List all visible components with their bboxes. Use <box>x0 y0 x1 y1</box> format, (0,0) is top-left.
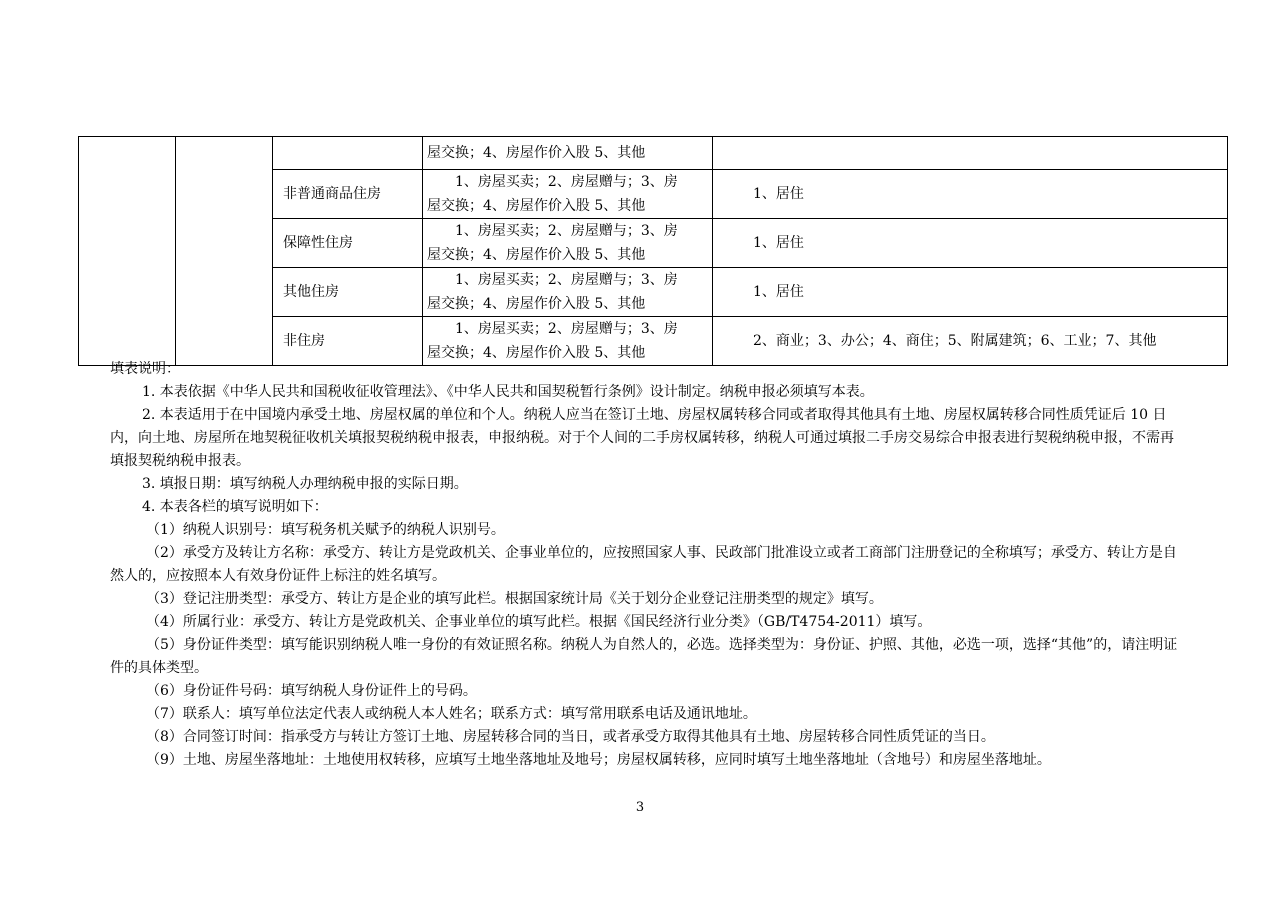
transfer-method-line: 屋交换；4、房屋作价入股 5、其他 <box>427 296 646 312</box>
transfer-method-cell <box>423 219 713 268</box>
blank-cell-a <box>79 137 176 366</box>
table-row <box>79 137 1228 170</box>
usage-cell: 2、商业；3、办公；4、商住；5、附属建筑；6、工业；7、其他 <box>713 317 1228 366</box>
instructions-heading: 填表说明： <box>110 361 180 377</box>
transfer-method-line: 屋交换；4、房屋作价入股 5、其他 <box>427 145 646 161</box>
transfer-method-cell <box>423 170 713 219</box>
blank-cell-b <box>176 137 273 366</box>
instruction-item: 2. 本表适用于在中国境内承受土地、房屋权属的单位和个人。纳税人应当在签订土地、房屋权属转移合同或者取得其他具有土地、房屋权属转移合同性质凭证后 10 日内，向土地、房屋所在地契税征收机关填报契税纳税申报表，申报纳税。对于个人间的二手房权属转移，纳税人可通过填报二手房交易综合申报表进行契税纳税申报，不需再填报契税纳税申报表。 <box>110 407 1174 469</box>
instruction-subitem: （6）身份证件号码：填写纳税人身份证件上的号码。 <box>146 683 477 699</box>
house-type-cell: 非住房 <box>273 317 423 366</box>
instruction-item: 3. 填报日期：填写纳税人办理纳税申报的实际日期。 <box>142 476 468 492</box>
instruction-subitem: （7）联系人：填写单位法定代表人或纳税人本人姓名；联系方式：填写常用联系电话及通讯地址。 <box>146 706 757 722</box>
transfer-method-line: 1、房屋买卖；2、房屋赠与；3、房 <box>455 174 678 190</box>
transfer-method-line: 屋交换；4、房屋作价入股 5、其他 <box>427 198 646 214</box>
declaration-table <box>78 136 1228 366</box>
instruction-subitem: （8）合同签订时间：指承受方与转让方签订土地、房屋转移合同的当日，或者承受方取得其他具有土地、房屋转移合同性质凭证的当日。 <box>146 729 995 745</box>
instruction-subitem: （5）身份证件类型：填写能识别纳税人唯一身份的有效证照名称。纳税人为自然人的，必选。选择类型为：身份证、护照、其他，必选一项，选择“其他”的，请注明证件的具体类型。 <box>110 637 1178 676</box>
house-type-cell: 非普通商品住房 <box>273 170 423 219</box>
usage-cell: 1、居住 <box>713 268 1228 317</box>
house-type-cell: 保障性住房 <box>273 219 423 268</box>
transfer-method-line: 屋交换；4、房屋作价入股 5、其他 <box>427 247 646 263</box>
instruction-subitem: （3）登记注册类型：承受方、转让方是企业的填写此栏。根据国家统计局《关于划分企业登记注册类型的规定》填写。 <box>146 591 883 607</box>
instruction-subitem: （1）纳税人识别号：填写税务机关赋予的纳税人识别号。 <box>146 522 505 538</box>
usage-cell: 1、居住 <box>713 219 1228 268</box>
transfer-method-line: 1、房屋买卖；2、房屋赠与；3、房 <box>455 272 678 288</box>
transfer-method-cell <box>423 268 713 317</box>
filling-instructions <box>110 358 1180 772</box>
house-type-cell <box>273 137 423 170</box>
instruction-subitem: （9）土地、房屋坐落地址：土地使用权转移，应填写土地坐落地址及地号；房屋权属转移，应同时填写土地坐落地址（含地号）和房屋坐落地址。 <box>146 752 1051 768</box>
usage-cell: 1、居住 <box>713 170 1228 219</box>
page-number: 3 <box>635 800 645 815</box>
instruction-subitem: （4）所属行业：承受方、转让方是党政机关、企事业单位的填写此栏。根据《国民经济行业分类》（GB/T4754-2011）填写。 <box>146 614 932 630</box>
instruction-item: 1. 本表依据《中华人民共和国税收征收管理法》、《中华人民共和国契税暂行条例》设计制定。纳税申报必须填写本表。 <box>142 384 874 400</box>
transfer-method-line: 屋交换；4、房屋作价入股 5、其他 <box>427 345 646 361</box>
transfer-method-line: 1、房屋买卖；2、房屋赠与；3、房 <box>455 223 678 239</box>
usage-cell <box>713 137 1228 170</box>
instruction-subitem: （2）承受方及转让方名称：承受方、转让方是党政机关、企事业单位的，应按照国家人事、民政部门批准设立或者工商部门注册登记的全称填写；承受方、转让方是自然人的，应按照本人有效身份证件上标注的姓名填写。 <box>110 545 1177 584</box>
instruction-item: 4. 本表各栏的填写说明如下： <box>142 499 328 515</box>
house-type-cell: 其他住房 <box>273 268 423 317</box>
transfer-method-cell <box>423 137 713 170</box>
transfer-method-line: 1、房屋买卖；2、房屋赠与；3、房 <box>455 321 678 337</box>
